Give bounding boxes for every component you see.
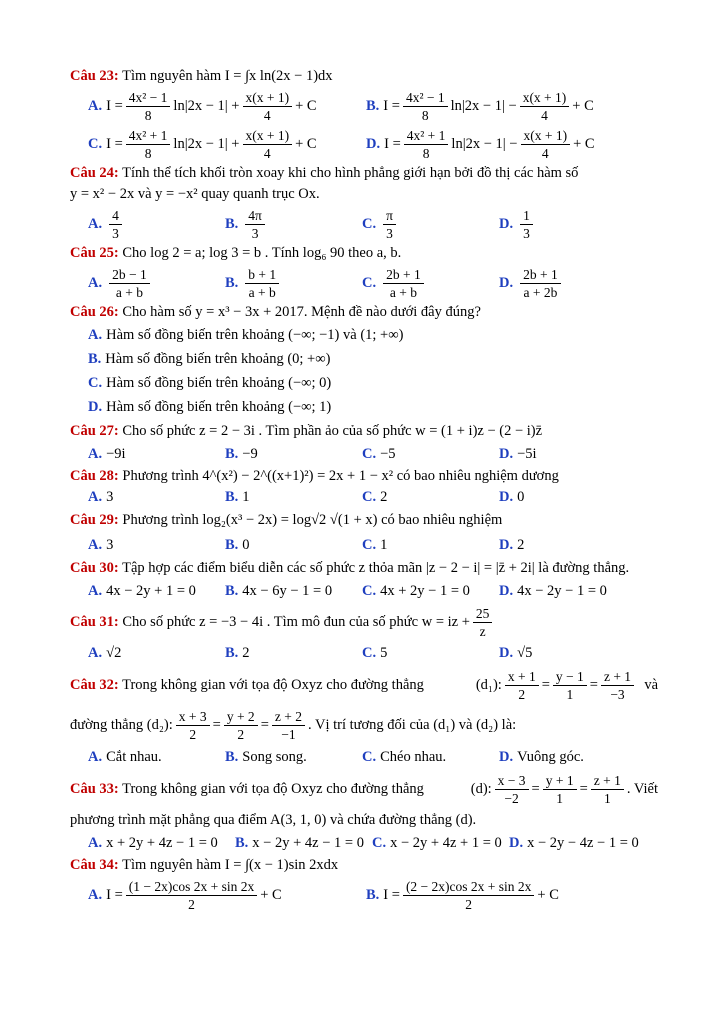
answer-option-c[interactable] <box>362 643 499 663</box>
denominator: 8 <box>144 145 152 161</box>
question-24 <box>70 163 658 184</box>
answers-24 <box>70 205 658 243</box>
denominator: 4 <box>541 145 549 161</box>
answer-text: Hàm số đồng biến trên khoảng (−∞; −1) và (1; +∞) <box>106 327 404 343</box>
fraction <box>521 128 571 161</box>
answer-letter: B. <box>225 446 239 462</box>
question-text: . Vị trí tương đối của (d₁) và (d₂) là: <box>307 716 517 733</box>
answers-27 <box>70 442 658 466</box>
question-text: . Viết <box>626 780 658 797</box>
answer-letter: D. <box>499 216 514 232</box>
answer-text: 3 <box>106 489 114 505</box>
answer-text: x − 2y + 4z − 1 = 0 <box>252 835 364 851</box>
answer-option-d[interactable] <box>499 267 636 300</box>
denominator: 8 <box>421 107 429 123</box>
numerator: b + 1 <box>245 267 279 284</box>
question-text: Trong không gian với tọa độ Oxyz cho đường thẳng <box>122 780 424 797</box>
answer-text: x − 2y − 4z − 1 = 0 <box>527 835 639 851</box>
denominator: 1 <box>603 790 611 806</box>
numerator: 2b + 1 <box>520 267 561 284</box>
question-29 <box>70 507 658 533</box>
answer-option-c[interactable] <box>362 581 499 601</box>
math-lhs: I = <box>383 887 400 903</box>
answer-option-a[interactable] <box>88 208 225 241</box>
answer-letter: B. <box>225 489 239 505</box>
answer-text: 0 <box>242 537 250 553</box>
answer-option-d[interactable] <box>499 581 636 601</box>
math-lhs: I = <box>106 98 123 114</box>
answer-option-c[interactable] <box>362 747 499 767</box>
fraction <box>520 267 561 300</box>
answer-letter: A. <box>88 645 103 661</box>
question-28 <box>70 466 658 487</box>
question-32-cont: đường thẳng (d₂): $\frac{x + 3}{2}$ = $\frac{y + 2}{2}$ = $\frac{z + 2}{-1}$ . Vị trí tương đối của (d₁) và (d₂) là: <box>70 708 517 742</box>
answer-text: x + 2y + 4z − 1 = 0 <box>106 835 218 851</box>
answer-option-d[interactable] <box>499 487 636 507</box>
question-label: Câu 29: <box>70 512 119 528</box>
denominator: 3 <box>386 225 393 241</box>
question-text: Phương trình log₂(x³ − 2x) = log√2 √(1 + x) có bao nhiêu nghiệm <box>122 512 503 528</box>
fraction <box>383 208 396 241</box>
denominator: a + 2b <box>523 284 558 300</box>
answer-text: 4x − 2y + 1 = 0 <box>106 583 196 599</box>
answer-text: Cắt nhau. <box>106 749 162 765</box>
denominator: 4 <box>263 145 271 161</box>
answer-option-b[interactable] <box>225 267 362 300</box>
answer-letter: D. <box>499 583 514 599</box>
fraction <box>272 709 305 742</box>
answer-letter: C. <box>362 489 377 505</box>
answer-option-b[interactable] <box>225 643 362 663</box>
numerator: x(x + 1) <box>521 128 571 145</box>
answer-text: 1 <box>380 537 388 553</box>
answer-letter: A. <box>88 583 103 599</box>
math-mid: ln|2x − 1| + <box>173 98 240 114</box>
fraction <box>126 128 171 161</box>
math-tail: + C <box>573 136 595 152</box>
answer-option-c[interactable] <box>362 208 499 241</box>
answer-option-b[interactable] <box>366 879 644 912</box>
fraction <box>383 267 424 300</box>
answer-letter: A. <box>88 275 103 291</box>
question-26 <box>70 302 658 323</box>
answer-letter: B. <box>366 98 380 114</box>
answer-letter: D. <box>88 399 103 415</box>
answer-text: √5 <box>517 645 533 661</box>
answer-letter: A. <box>88 537 103 553</box>
fraction <box>245 208 265 241</box>
answer-text: 2 <box>517 537 525 553</box>
answer-option-c[interactable] <box>362 535 499 555</box>
line-d-label: (d): <box>470 780 492 797</box>
line-d1-label: (d₁): <box>475 676 502 693</box>
answer-letter: A. <box>88 98 103 114</box>
question-label: Câu 24: <box>70 165 119 181</box>
answer-letter: D. <box>499 645 514 661</box>
answer-letter: B. <box>225 583 239 599</box>
answers-23-row2 <box>70 125 658 163</box>
answers-25 <box>70 264 658 302</box>
answer-option-d[interactable] <box>499 535 636 555</box>
question-text: Cho số phức z = −3 − 4i . Tìm mô đun của số phức w = iz + <box>122 613 470 630</box>
denominator: 2 <box>465 896 473 912</box>
answer-option-b[interactable] <box>366 90 644 123</box>
denominator: z <box>479 623 486 639</box>
math-tail: + C <box>295 136 317 152</box>
answer-letter: C. <box>362 537 377 553</box>
numerator: (1 − 2x)cos 2x + sin 2x <box>126 879 257 896</box>
fraction <box>591 773 624 806</box>
fraction <box>245 267 279 300</box>
answer-option-d[interactable] <box>499 747 636 767</box>
answer-text: 4x + 2y − 1 = 0 <box>380 583 470 599</box>
conjunction-text: và <box>644 676 658 693</box>
denominator: 1 <box>556 790 564 806</box>
denominator: 8 <box>422 145 430 161</box>
denominator: 3 <box>112 225 119 241</box>
answer-letter: A. <box>88 216 103 232</box>
answer-letter: C. <box>362 645 377 661</box>
answer-letter: D. <box>499 537 514 553</box>
numerator: y + 1 <box>543 773 577 790</box>
answer-option-a[interactable] <box>88 643 225 663</box>
question-text: Tìm nguyên hàm <box>122 857 222 873</box>
math-lhs: I = <box>384 136 401 152</box>
answer-option-a[interactable] <box>88 833 235 853</box>
denominator: −3 <box>610 686 625 702</box>
answer-letter: B. <box>225 216 239 232</box>
fraction <box>520 208 533 241</box>
answer-text: Chéo nhau. <box>380 749 447 765</box>
fraction <box>403 90 448 123</box>
answer-letter: C. <box>88 375 103 391</box>
numerator: π <box>383 208 396 225</box>
question-25 <box>70 243 658 264</box>
denominator: a + b <box>115 284 143 300</box>
answer-letter: D. <box>499 489 514 505</box>
denominator: 4 <box>263 107 271 123</box>
answer-option-c[interactable] <box>372 833 509 853</box>
math-mid: ln|2x − 1| − <box>450 98 517 114</box>
answer-text: 3 <box>106 537 114 553</box>
numerator: z + 1 <box>601 669 634 686</box>
numerator: 4x² − 1 <box>126 90 171 107</box>
answer-option-c[interactable] <box>362 267 499 300</box>
denominator: 2 <box>188 896 195 912</box>
math-tail: + C <box>572 98 594 114</box>
answer-text: Song song. <box>242 749 307 765</box>
fraction <box>403 879 534 912</box>
numerator: z + 1 <box>591 773 624 790</box>
numerator: 4 <box>109 208 122 225</box>
answer-option-d[interactable] <box>499 208 636 241</box>
question-32: Câu 32: Trong không gian với tọa độ Oxyz cho đường thẳng (d₁): $\frac{x + 1}{2}$ = $\frac{y - 1}{1}$ = $\frac{z + 1}{-3}$ và <box>70 668 658 702</box>
answer-text: −5i <box>517 446 537 462</box>
fraction <box>109 267 150 300</box>
answer-letter: D. <box>499 446 514 462</box>
question-30 <box>70 557 658 579</box>
answer-letter: A. <box>88 446 103 462</box>
question-33: Câu 33: Trong không gian với tọa độ Oxyz cho đường thẳng (d): $\frac{x - 3}{-2}$ = $\frac{y + 1}{1}$ = $\frac{z + 1}{1}$ . Viết <box>70 772 658 806</box>
answer-option-b[interactable] <box>235 833 372 853</box>
answer-option-d[interactable] <box>499 643 636 663</box>
denominator: 2 <box>518 686 526 702</box>
fraction <box>126 90 171 123</box>
denominator: a + b <box>389 284 417 300</box>
answer-text: 4x − 2y − 1 = 0 <box>517 583 607 599</box>
answer-option-d[interactable] <box>366 128 644 161</box>
fraction <box>109 208 122 241</box>
answer-option-b[interactable] <box>70 347 658 371</box>
answers-31 <box>70 641 658 665</box>
numerator: x − 3 <box>495 773 529 790</box>
numerator: y − 1 <box>553 669 587 686</box>
answer-text: 1 <box>242 489 250 505</box>
answer-text: √2 <box>106 645 122 661</box>
answer-text: −9 <box>242 446 258 462</box>
math-tail: + C <box>537 887 559 903</box>
answer-text: Hàm số đồng biến trên khoảng (−∞; 0) <box>106 375 332 391</box>
question-27 <box>70 421 658 442</box>
answer-option-a[interactable] <box>88 267 225 300</box>
numerator: y + 2 <box>224 709 258 726</box>
answers-32 <box>70 745 658 769</box>
answers-23-row1 <box>70 87 658 125</box>
answer-option-d[interactable] <box>509 833 639 853</box>
numerator: x + 1 <box>505 669 539 686</box>
fraction <box>404 128 449 161</box>
question-label: Câu 23: <box>70 68 119 84</box>
denominator: 3 <box>523 225 530 241</box>
numerator: 4x² − 1 <box>403 90 448 107</box>
numerator: 4π <box>245 208 265 225</box>
answer-letter: C. <box>362 583 377 599</box>
answer-text: 2 <box>380 489 388 505</box>
answer-letter: D. <box>366 136 381 152</box>
answer-letter: C. <box>372 835 387 851</box>
denominator: a + b <box>248 284 276 300</box>
math-expression: I = ∫x ln(2x − 1)dx <box>224 68 333 84</box>
answer-option-b[interactable] <box>225 581 362 601</box>
answer-letter: B. <box>88 351 102 367</box>
answer-text: 0 <box>517 489 525 505</box>
answer-option-d[interactable] <box>499 444 636 464</box>
question-label: Câu 27: <box>70 423 119 439</box>
answer-option-b[interactable] <box>225 444 362 464</box>
answer-letter: A. <box>88 749 103 765</box>
answer-letter: B. <box>366 887 380 903</box>
answers-34 <box>70 876 658 914</box>
numerator: 25 <box>473 606 493 623</box>
answer-text: Hàm số đồng biến trên khoảng (−∞; 1) <box>106 399 332 415</box>
answer-letter: B. <box>225 749 239 765</box>
answers-28 <box>70 487 658 507</box>
math-tail: + C <box>295 98 317 114</box>
answer-text: Vuông góc. <box>517 749 584 765</box>
question-label: Câu 26: <box>70 304 119 320</box>
answer-option-a[interactable] <box>88 90 366 123</box>
numerator: 2b − 1 <box>109 267 150 284</box>
answer-letter: A. <box>88 887 103 903</box>
answer-letter: B. <box>235 835 249 851</box>
question-text: Phương trình 4^(x²) − 2^((x+1)²) = 2x + 1 − x² có bao nhiêu nghiệm dương <box>122 468 559 484</box>
denominator: −1 <box>281 726 296 742</box>
question-31 <box>70 603 658 641</box>
question-label: Câu 33: <box>70 780 119 797</box>
fraction <box>520 90 570 123</box>
math-tail: + C <box>260 887 282 903</box>
math-lhs: I = <box>383 98 400 114</box>
numerator: x(x + 1) <box>520 90 570 107</box>
question-33-cont: phương trình mặt phẳng qua điểm A(3, 1, 0) và chứa đường thẳng (d). <box>70 812 477 828</box>
numerator: (2 − 2x)cos 2x + sin 2x <box>403 879 534 896</box>
fraction <box>126 879 257 912</box>
question-text: Trong không gian với tọa độ Oxyz cho đường thẳng <box>122 676 424 693</box>
fraction <box>243 90 293 123</box>
question-text: Cho log 2 = a; log 3 = b . Tính log₆ 90 theo a, b. <box>122 245 402 261</box>
denominator: −2 <box>504 790 519 806</box>
answer-option-b[interactable] <box>225 535 362 555</box>
answers-29 <box>70 533 658 557</box>
answer-option-b[interactable] <box>225 208 362 241</box>
answer-text: x − 2y + 4z + 1 = 0 <box>390 835 502 851</box>
answer-letter: D. <box>499 749 514 765</box>
answer-option-a[interactable] <box>88 747 225 767</box>
math-mid: ln|2x − 1| + <box>173 136 240 152</box>
denominator: 2 <box>189 726 197 742</box>
answer-letter: C. <box>362 275 377 291</box>
question-label: Câu 31: <box>70 613 119 630</box>
numerator: x(x + 1) <box>243 90 293 107</box>
question-label: Câu 28: <box>70 468 119 484</box>
question-text: Tính thể tích khối tròn xoay khi cho hình phẳng giới hạn bởi đồ thị các hàm số <box>122 165 579 181</box>
answer-letter: B. <box>225 537 239 553</box>
denominator: 4 <box>541 107 548 123</box>
answer-letter: C. <box>362 216 377 232</box>
answer-letter: A. <box>88 327 103 343</box>
answer-text: 5 <box>380 645 388 661</box>
question-text: đường thẳng <box>70 716 144 733</box>
answer-letter: D. <box>499 275 514 291</box>
fraction <box>601 669 634 702</box>
exam-page <box>70 66 658 914</box>
answer-option-a[interactable] <box>88 487 225 507</box>
question-label: Câu 25: <box>70 245 119 261</box>
answers-33 <box>70 831 658 855</box>
answer-option-b[interactable] <box>225 487 362 507</box>
fraction <box>473 606 493 639</box>
fraction <box>224 709 258 742</box>
answer-option-b[interactable] <box>225 747 362 767</box>
question-23 <box>70 66 658 87</box>
answer-text: −5 <box>380 446 396 462</box>
answer-text: 2 <box>242 645 250 661</box>
answer-option-c[interactable] <box>70 371 658 395</box>
fraction <box>243 128 293 161</box>
fraction <box>176 709 210 742</box>
denominator: 3 <box>251 225 259 241</box>
numerator: z + 2 <box>272 709 305 726</box>
answer-option-a[interactable] <box>88 444 225 464</box>
fraction <box>543 773 577 806</box>
answer-option-a[interactable] <box>88 535 225 555</box>
question-text: Tập hợp các điểm biểu diễn các số phức z thỏa mãn |z − 2 − i| = |z̄ + 2i| là đường thẳng. <box>122 560 630 576</box>
answer-text: −9i <box>106 446 126 462</box>
numerator: x + 3 <box>176 709 210 726</box>
question-text: Tìm nguyên hàm <box>122 68 222 84</box>
fraction <box>495 773 529 806</box>
line-d2-label: (d₂): <box>146 716 173 733</box>
denominator: 2 <box>237 726 245 742</box>
answer-option-a[interactable] <box>88 581 225 601</box>
fraction <box>505 669 539 702</box>
numerator: 2b + 1 <box>383 267 424 284</box>
question-label: Câu 34: <box>70 857 119 873</box>
answer-letter: C. <box>88 136 103 152</box>
question-text: Cho hàm số y = x³ − 3x + 2017. Mệnh đề nào dưới đây đúng? <box>122 304 481 320</box>
answer-option-a[interactable] <box>88 879 366 912</box>
question-34 <box>70 855 658 876</box>
answer-letter: A. <box>88 489 103 505</box>
answer-letter: C. <box>362 749 377 765</box>
math-lhs: I = <box>106 136 123 152</box>
question-label: Câu 32: <box>70 676 119 693</box>
answer-letter: D. <box>509 835 524 851</box>
question-text: Cho số phức z = 2 − 3i . Tìm phần ảo của số phức w = (1 + i)z − (2 − i)z̄ <box>122 423 543 439</box>
math-lhs: I = <box>106 887 123 903</box>
answers-30 <box>70 579 658 603</box>
math-mid: ln|2x − 1| − <box>451 136 518 152</box>
question-24-cont: y = x² − 2x và y = −x² quay quanh trục Ox. <box>70 186 320 202</box>
answer-letter: C. <box>362 446 377 462</box>
numerator: 4x² + 1 <box>126 128 171 145</box>
answer-letter: B. <box>225 645 239 661</box>
answer-option-c[interactable] <box>362 444 499 464</box>
answer-text: 4x − 6y − 1 = 0 <box>242 583 333 599</box>
numerator: x(x + 1) <box>243 128 293 145</box>
answer-option-d[interactable] <box>70 395 658 419</box>
numerator: 1 <box>520 208 533 225</box>
answer-text: Hàm số đồng biến trên khoảng (0; +∞) <box>105 351 331 367</box>
answer-option-a[interactable] <box>70 323 658 347</box>
answer-option-c[interactable] <box>362 487 499 507</box>
answer-option-c[interactable] <box>88 128 366 161</box>
denominator: 1 <box>566 686 574 702</box>
fraction <box>553 669 587 702</box>
numerator: 4x² + 1 <box>404 128 449 145</box>
question-label: Câu 30: <box>70 560 119 576</box>
math-expression: I = ∫(x − 1)sin 2xdx <box>224 857 339 873</box>
denominator: 8 <box>144 107 152 123</box>
answer-letter: B. <box>225 275 239 291</box>
answer-letter: A. <box>88 835 103 851</box>
